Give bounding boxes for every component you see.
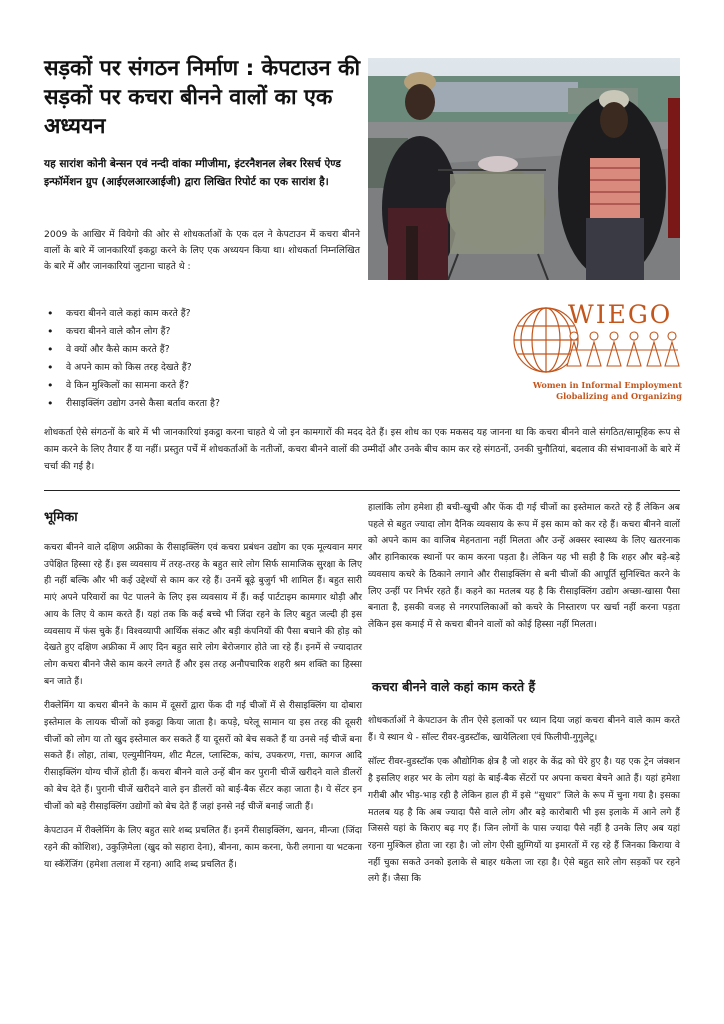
body-paragraph: रीक्लेमिंग या कचरा बीनने के काम में दूसरों द्वारा फेंक दी गई चीजों में से रीसाइक्लिंग या दोबारा इस्तेमाल के लायक चीजों को इकट्ठा किया जाता है। कपड़े, घरेलू सामान या इस तरह की दूसरी चीजों को लोग या तो खुद इस्तेमाल कर सकते हैं या दूसरों को बेच सकते हैं या उनसे नई चीजें बना सकते हैं। लोहा, तांबा, एल्युमीनियम, शीट मैटल, प्लास्टिक, कांच, उपकरण, गत्ता, कागज आदि रीसाइक्लिंग योग्य चीजें होती हैं। कचरा बीनने वाले उन्हें बीन कर पुरानी चीजें खरीदने वाले डीलरों को बेच देते हैं। पुरानी चीजें खरीदने वाले इन डीलरों को बाई-बैक सेंटर कहा जाता है। ये सेंटर इन चीजों को बड़े रीसाइक्लिंग उद्योगों को बेच देते हैं जहां इनसे नई चीजें बनाई जाती हैं। xyxy=(44,701,362,812)
logo-name: WIEGO xyxy=(568,300,673,329)
body-paragraph: कचरा बीनने वाले दक्षिण अफ्रीका के रीसाइक्लिंग एवं कचरा प्रबंधन उद्योग का एक मूल्यवान मगर उपेक्षित हिस्सा रहे हैं। इस व्यवसाय में तरह-तरह के बहुत सारे लोग सिर्फ सामाजिक सुरक्षा के लिए ही नहीं बल्कि और भी कई उद्देश्यों से काम कर रहे हैं। उनमें बूढ़े बुजुर्ग भी शामिल हैं। बहुत सारी माएं अपने परिवारों का पेट पालने के लिए इस व्यवसाय में हैं। कई पार्टटाइम कामगार थोड़ी और आय के लिए ये काम करते हैं। यहां तक कि कई बच्चे भी जिंदा रहने के लिए बहुत जल्दी ही इस व्यवसाय में फंस चुके हैं। विश्वव्यापी आर्थिक संकट और बड़ी कंपनियों की पैसा बचाने की होड़ को देखते हुए दक्षिण अफ्रीका में आए दिन बहुत सारे लोग बेरोजगार होते जा रहे हैं। इनमें से ज्यादातर लोग कचरा बीनने जैसे काम करने लगते हैं और इस तरह अनौपचारिक शहरी श्रम शक्ति का हिस्सा बन जाते हैं। xyxy=(44,543,362,687)
body-paragraph: सॉल्ट रीवर-वुडस्टॉक एक औद्योगिक क्षेत्र है जो शहर के केंद्र को घेरे हुए है। यह एक ट्रेन जंक्शन है इसलिए शहर भर के लोग यहां के बाई-बैक सेंटरों पर अपना कचरा बेचने आते हैं। यहां हमेशा गरीबी और भीड़-भाड़ रही है लेकिन हाल ही में इसे “सुधार” जिले के रूप में चुना गया है। इसका मतलब यह है कि अब ज्यादा पैसे वाले लोग और बड़े कारोबारी भी इस इलाके में आने लगे हैं जिससे यहां के किराए बढ़ गए हैं। जिन लोगों के पास ज्यादा पैसे नहीं है उनके लिए अब यहां रहना मुश्किल होता जा रहा है। जो लोग ऐसी झुग्गियों या इमारतों में रह रहे हैं जिनका किराया वे नहीं चुका सकते उनको इलाके से बाहर धकेला जा रहा है। ऐसे बहुत सारे लोग सड़कों पर रहने लगे हैं। जैसा कि xyxy=(368,757,680,885)
body-paragraph: शोधकर्ताओं ने केपटाउन के तीन ऐसे इलाकों पर ध्यान दिया जहां कचरा बीनने वाले काम करते हैं। ये स्थान थे - सॉल्ट रीवर-वुडस्टॉक, खायेलित्शा एवं फिलीपी-गुगुलेटू। xyxy=(368,716,680,743)
women-figures-icon xyxy=(567,332,679,366)
list-item: • वे किन मुश्किलों का सामना करते हैं? xyxy=(44,377,364,395)
summary-paragraph: शोधकर्ता ऐसे संगठनों के बारे में भी जानकारियां इकट्ठा करना चाहते थे जो इन कामगारों की मदद देते हैं। इस शोध का एक मकसद यह जानना था कि कचरा बीनने वाले संगठित/सामूहिक रूप से काम करने के लिए तैयार हैं या नहीं। प्रस्तुत पर्चे में शोधकर्ताओं के नतीजों, कचरा बीनने वालों की उम्मीदों और उनके बीच काम कर रहे संगठनों, उनकी चुनौतियां, बदलाव की संभावनाओं के बारे में चर्चा की गई है। xyxy=(44,427,680,472)
waste-pickers-photo xyxy=(368,58,680,280)
left-column xyxy=(44,540,362,881)
document-title: सड़कों पर संगठन निर्माण : केपटाउन की सड़कों पर कचरा बीनने वालों का एक अध्ययन xyxy=(44,56,361,139)
research-questions-list xyxy=(44,305,364,413)
list-item: • रीसाइक्लिंग उद्योग उनसे कैसा बर्ताव करता है? xyxy=(44,395,364,413)
list-item: • कचरा बीनने वाले कौन लोग हैं? xyxy=(44,323,364,341)
section-heading-where-they-work: कचरा बीनने वाले कहां काम करते हैं xyxy=(372,679,536,694)
logo-tagline xyxy=(520,380,682,402)
section-divider xyxy=(44,490,680,491)
intro-paragraph: 2009 के आखिर में वियेगो की ओर से शोधकर्ताओं के एक दल ने केपटाउन में कचरा बीनने वालों के बारे में जानकारियाँ इकट्ठा करने के लिए एक अध्ययन किया था। शोधकर्ता निम्नलिखित के बारे में और जानकारियां जुटाना चाहते थे : xyxy=(44,229,360,272)
logo-tagline-line: Globalizing and Organizing xyxy=(556,391,682,401)
list-item: • वे क्यों और कैसे काम करते हैं? xyxy=(44,341,364,359)
right-column-bottom xyxy=(368,713,680,896)
logo-tagline-line: Women in Informal Employment xyxy=(532,380,682,390)
byline: यह सारांश कोनी बेन्सन एवं नन्दी वांका म्गीजीमा, इंटरनैशनल लेबर रिसर्च ऐण्ड इन्फॉर्मेशन ग्रुप (आईएलआरआईजी) द्वारा लिखित रिपोर्ट का एक सारांश है। xyxy=(44,158,341,188)
body-paragraph: हालांकि लोग हमेशा ही बची-खुची और फेंक दी गई चीजों का इस्तेमाल करते रहे हैं लेकिन अब पहले से बहुत ज्यादा लोग दैनिक व्यवसाय के रूप में इस काम को कर रहे हैं। कचरा बीनने वालों को अपने काम का वाजिब मेहनताना नहीं मिलता और उन्हें अक्सर स्वास्थ्य के लिए खतरनाक और हानिकारक स्थानों पर काम करना पड़ता है। लेकिन यह भी सही है कि शहर और बड़े-बड़े व्यवसाय कचरे के ठिकाने लगाने और रीसाइक्लिंग से बनी चीजों की आपूर्ति सुनिश्चित करने के लिए उन्हीं पर निर्भर रहते हैं। कहने का मतलब यह है कि रीसाइक्लिंग उद्योग अच्छा-खासा पैसा बनाता है, इसकी वजह से नगरपालिकाओं को कचरे के निस्तारण पर खर्चा नहीं करना पड़ता लेकिन इस कमाई में से कचरा बीनने वालों को कोई हिस्सा नहीं मिलता। xyxy=(368,503,680,630)
body-paragraph: केपटाउन में रीक्लेमिंग के लिए बहुत सारे शब्द प्रचलित हैं। इनमें रीसाइक्लिंग, खनन, मीन्जा (जिंदा रहने की कोशिश), उकुज़िमेला (खुद को सहारा देना), बीनना, काम करना, फेरी लगाना या भटकना या स्कॅरेंजिंग (हमेशा तलाश में रहना) आदि शब्द प्रचलित हैं। xyxy=(44,826,362,870)
list-item: • कचरा बीनने वाले कहां काम करते हैं? xyxy=(44,305,364,323)
section-heading-introduction: भूमिका xyxy=(44,510,78,525)
list-item: • वे अपने काम को किस तरह देखते हैं? xyxy=(44,359,364,377)
right-column-top xyxy=(368,500,680,642)
